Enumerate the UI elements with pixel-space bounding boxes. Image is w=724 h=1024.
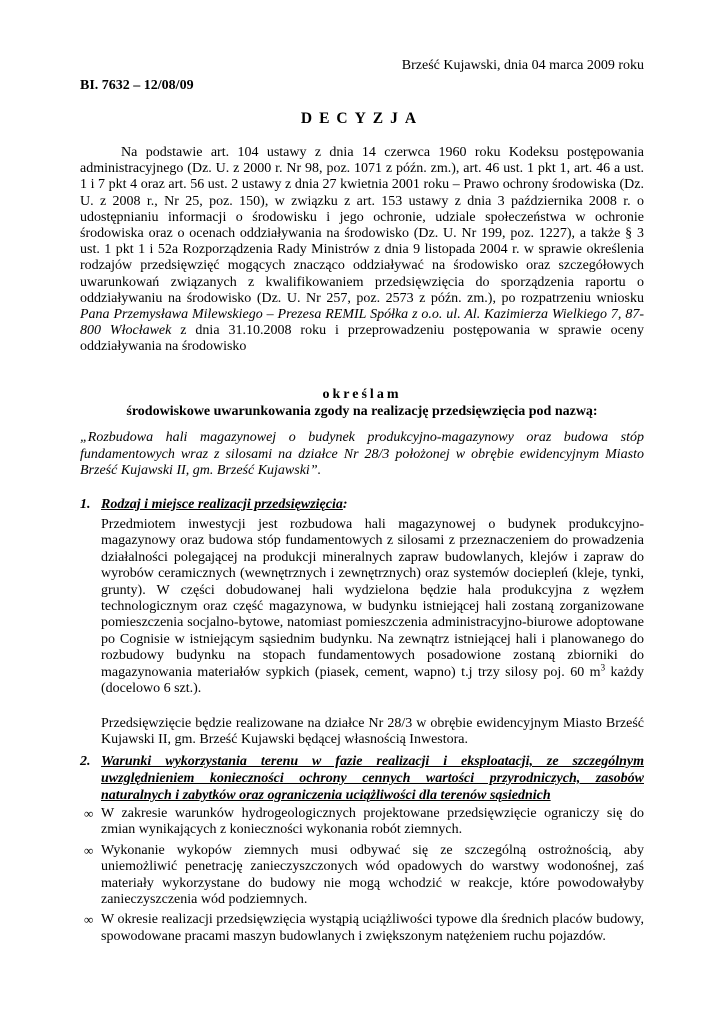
- section-1-body: [101, 517, 644, 697]
- project-name: „Rozbudowa hali magazynowej o budynek produkcyjno-magazynowy oraz budowa stóp fundamentowych wraz z silosami na działce Nr 28/3 położonej w obrębie ewidencyjnym Miasto Brześć Kujawski II, gm. Brześć Kujawski”.: [80, 430, 644, 478]
- section-1-number: 1.: [80, 497, 91, 512]
- decision-verb: określam: [322, 387, 402, 402]
- section-2-heading: [80, 753, 644, 804]
- decision-subject: środowiskowe uwarunkowania zgody na realizację przedsięwzięcia pod nazwą:: [126, 404, 598, 419]
- section-2-number: 2.: [80, 754, 91, 769]
- section-2-title: Warunki wykorzystania terenu w fazie realizacji i eksploatacji, ze szczególnym uwzględnieniem konieczności ochrony cennych wartości przyrodniczych, zasobów naturalnych i zabytków oraz ograniczenia uciążliwości dla terenów sąsiednich: [101, 754, 644, 803]
- section-1-colon: :: [342, 497, 348, 512]
- section-1-text-end: każdy (docelowo 6 szt.).: [101, 664, 644, 697]
- section-1-heading: [80, 497, 348, 513]
- list-item-text: W okresie realizacji przedsięwzięcia wystąpią uciążliwości typowe dla średnich placów budowy, spowodowane pracami maszyn budowlanych i zwiększonym natężeniem ruchu pojazdów.: [101, 912, 644, 944]
- legal-basis-paragraph: [80, 145, 644, 356]
- document-title: DECYZJA: [300, 110, 424, 127]
- legal-basis-text: Na podstawie art. 104 ustawy z dnia 14 czerwca 1960 roku Kodeksu postępowania administracyjnego (Dz. U. z 2000 r. Nr 98, poz. 1071 z późn. zm.), art. 46 ust. 1 pkt 1, art. 46 a ust. 1 i 7 pkt 4 oraz art. 56 ust. 2 ustawy z dnia 27 kwietnia 2001 roku – Prawo ochrony środowiska (Dz. U. z 2008 r., Nr 25, poz. 150), w związku z art. 153 ustawy z dnia 3 października 2008 r. o udostępnianiu informacji o środowisku i jego ochronie, udziale społeczeństwa w ochronie środowiska oraz o ocenach oddziaływania na środowisko (Dz. U. Nr 199, poz. 1227), a także § 3 ust. 1 pkt 1 i 52a Rozporządzenia Rady Ministrów z dnia 9 listopada 2004 r. w sprawie określenia rodzajów przedsięwzięć mogących znacząco oddziaływać na środowisko oraz szczegółowych uwarunkowań związanych z kwalifikowaniem przedsięwzięcia do sporządzenia raportu o oddziaływaniu na środowisko (Dz. U. Nr 257, poz. 2573 z późn. zm.), po rozpatrzeniu wniosku: [80, 145, 644, 306]
- applicant-name: Pana Przemysława Milewskiego – Prezesa REMIL Spółka z o.o. ul. Al. Kazimierza Wielkiego 7, 87-800 Włocławek: [80, 307, 644, 339]
- infinity-bullet-icon: ∞: [84, 842, 94, 858]
- cubic-superscript: 3: [600, 662, 606, 672]
- section-1-text: Przedmiotem inwestycji jest rozbudowa hali magazynowej o budynek produkcyjno-magazynowy oraz budowa stóp fundamentowych z silosami z przeznaczeniem do prowadzenia działalności polegającej na produkcji mineralnych zapraw budowlanych, klejów i zapraw do wyrobów ceramicznych (wewnętrznych i zewnętrznych) oraz systemów dociepleń (kleje, tynki, grunty). W części dobudowanej hali wydzielona będzie hala produkcyjna z węzłem technologicznym oraz część magazynowa, w budynku istniejącej hali zostaną zorganizowane pomieszczenia socjalno-bytowe, natomiast pomieszczenia administracyjno-biurowe adoptowane po Cognisie w istniejącym sąsiednim budynku. Na zewnątrz istniejącej hali i planowanego do rozbudowy budynku na stopach fundamentowych posadowione zostaną zbiorniki do magazynowania materiałów sypkich (piasek, cement, wapno) t.j trzy silosy poj. 60 m: [101, 517, 644, 680]
- section-1-location: Przedsięwzięcie będzie realizowane na działce Nr 28/3 w obrębie ewidencyjnym Miasto Brześć Kujawski II, gm. Brześć Kujawski będącej własnością Inwestora.: [101, 716, 644, 748]
- infinity-bullet-icon: ∞: [84, 806, 94, 821]
- section-2-list: [80, 806, 644, 949]
- list-item-text: Wykonanie wykopów ziemnych musi odbywać się ze szczególną ostrożnością, aby uniemożliwić penetrację zanieczyszczonych wód opadowych do warstwy wodonośnej, zaś materiały wykorzystane do budowy nie mogą wchodzić w reakcje, które powodowałyby zanieczyszczenia wód podziemnych.: [101, 842, 644, 908]
- infinity-bullet-icon: ∞: [84, 912, 94, 928]
- list-item: [80, 806, 644, 839]
- legal-basis-text-end: z dnia 31.10.2008 roku i przeprowadzeniu postępowania w sprawie oceny oddziaływania na środowisko: [80, 323, 644, 355]
- section-1-title: Rodzaj i miejsce realizacji przedsięwzięcia: [101, 497, 343, 512]
- list-item: [80, 912, 644, 945]
- reference-number: BI. 7632 – 12/08/09: [80, 78, 194, 93]
- list-item-text: W zakresie warunków hydrogeologicznych projektowane przedsięwzięcie ograniczy się do zmian wynikających z konieczności wykonania robót ziemnych.: [101, 806, 644, 838]
- place-and-date: Brześć Kujawski, dnia 04 marca 2009 roku: [401, 58, 644, 73]
- list-item: [80, 843, 644, 909]
